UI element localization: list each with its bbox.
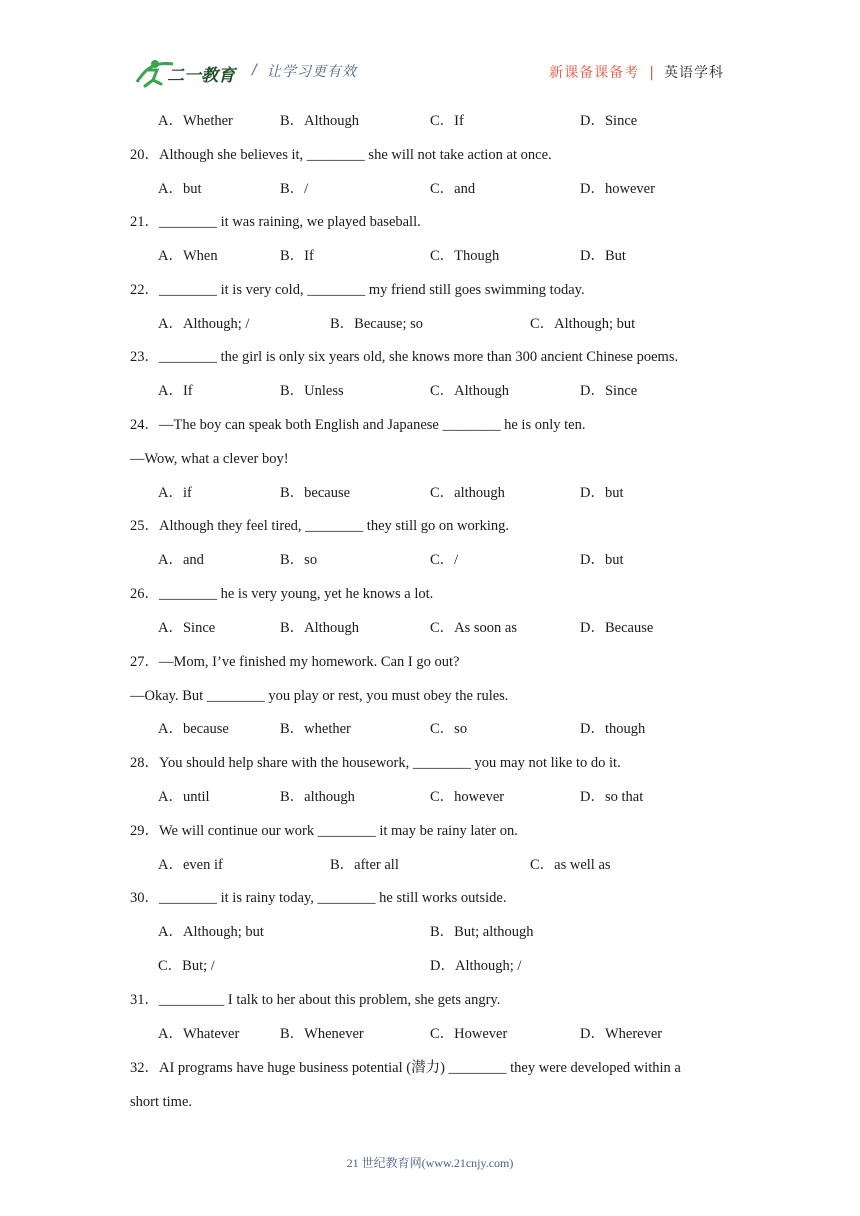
option: D．so that	[580, 789, 644, 805]
option: C．Although; but	[530, 316, 636, 332]
option: C．As soon as	[430, 620, 518, 636]
option: C．If	[430, 113, 464, 129]
option: B．Whenever	[280, 1026, 364, 1042]
option: C．Although	[430, 383, 509, 399]
option: A．Since	[158, 620, 216, 636]
option: D．Since	[580, 113, 638, 129]
option: D．Since	[580, 383, 638, 399]
option: A．if	[158, 485, 192, 501]
option: A．even if	[158, 857, 223, 873]
option: A．Whether	[158, 113, 233, 129]
course-label: 新课备课备考	[549, 65, 640, 81]
logo-icon	[133, 56, 243, 90]
option: C．However	[430, 1026, 508, 1042]
question-stem: 21．________ it was raining, we played baseball.	[130, 214, 421, 230]
option: A．Although; /	[158, 316, 250, 332]
question-stem-continued: —Wow, what a clever boy!	[130, 451, 289, 467]
option: C．/	[430, 552, 459, 568]
option: B．whether	[280, 721, 351, 737]
option: C．Though	[430, 248, 500, 264]
option: B．because	[280, 485, 351, 501]
option: A．but	[158, 181, 202, 197]
question-stem: 24．—The boy can speak both English and Japanese ________ he is only ten.	[130, 417, 586, 433]
question-stem: 22．________ it is very cold, ________ my friend still goes swimming today.	[130, 282, 585, 298]
option: A．If	[158, 383, 193, 399]
question-stem: 25．Although they feel tired, ________ they still go on working.	[130, 518, 509, 534]
question-stem: 23．________ the girl is only six years old, she knows more than 300 ancient Chinese poems.	[130, 349, 679, 365]
option: B．Although	[280, 113, 359, 129]
question-stem: 20．Although she believes it, ________ she will not take action at once.	[130, 147, 552, 163]
page-header	[0, 0, 860, 100]
option: D．but	[580, 552, 624, 568]
option: A．and	[158, 552, 204, 568]
header-separator: /	[252, 62, 257, 78]
question-stem: 30．________ it is rainy today, ________ he still works outside.	[130, 890, 507, 906]
option: D．Wherever	[580, 1026, 663, 1042]
question-stem: 26．________ he is very young, yet he knows a lot.	[130, 586, 434, 602]
option: A．When	[158, 248, 218, 264]
option: A．until	[158, 789, 210, 805]
option: B．although	[280, 789, 355, 805]
question-stem-continued: —Okay. But ________ you play or rest, you must obey the rules.	[130, 688, 509, 704]
option: A．Whatever	[158, 1026, 240, 1042]
page-footer: 21 世纪教育网(www.21cnjy.com)	[346, 1156, 514, 1170]
question-stem: 27．—Mom, I’ve finished my homework. Can I go out?	[130, 654, 460, 670]
option: D．But	[580, 248, 626, 264]
logo-text: 二一教育	[167, 66, 235, 86]
option: B．Although	[280, 620, 359, 636]
option: D．Although; /	[430, 958, 522, 974]
option: C．But; /	[158, 958, 215, 974]
question-stem-continued: short time.	[130, 1094, 193, 1110]
option: B．/	[280, 181, 309, 197]
header-right	[549, 62, 724, 82]
slogan: 让学习更有效	[267, 64, 357, 80]
option: B．Unless	[280, 383, 344, 399]
option: C．and	[430, 181, 476, 197]
option: B．If	[280, 248, 314, 264]
subject-label: 英语学科	[664, 65, 724, 81]
header-divider: |	[649, 65, 654, 81]
option: D．Because	[580, 620, 654, 636]
option: C．as well as	[530, 857, 611, 873]
option: B．Because; so	[330, 316, 424, 332]
option: B．after all	[330, 857, 399, 873]
option: D．however	[580, 181, 655, 197]
option: C．so	[430, 721, 468, 737]
option: B．But; although	[430, 924, 534, 940]
option: A．because	[158, 721, 229, 737]
question-stem: 32．AI programs have huge business potential (潜力) ________ they were developed within a	[130, 1060, 681, 1076]
option: A．Although; but	[158, 924, 264, 940]
option: D．though	[580, 721, 646, 737]
question-stem: 31．_________ I talk to her about this problem, she gets angry.	[130, 992, 501, 1008]
question-stem: 28．You should help share with the housework, ________ you may not like to do it.	[130, 755, 621, 771]
option: C．although	[430, 485, 505, 501]
option: D．but	[580, 485, 624, 501]
question-stem: 29．We will continue our work ________ it may be rainy later on.	[130, 823, 518, 839]
option: C．however	[430, 789, 505, 805]
option: B．so	[280, 552, 318, 568]
